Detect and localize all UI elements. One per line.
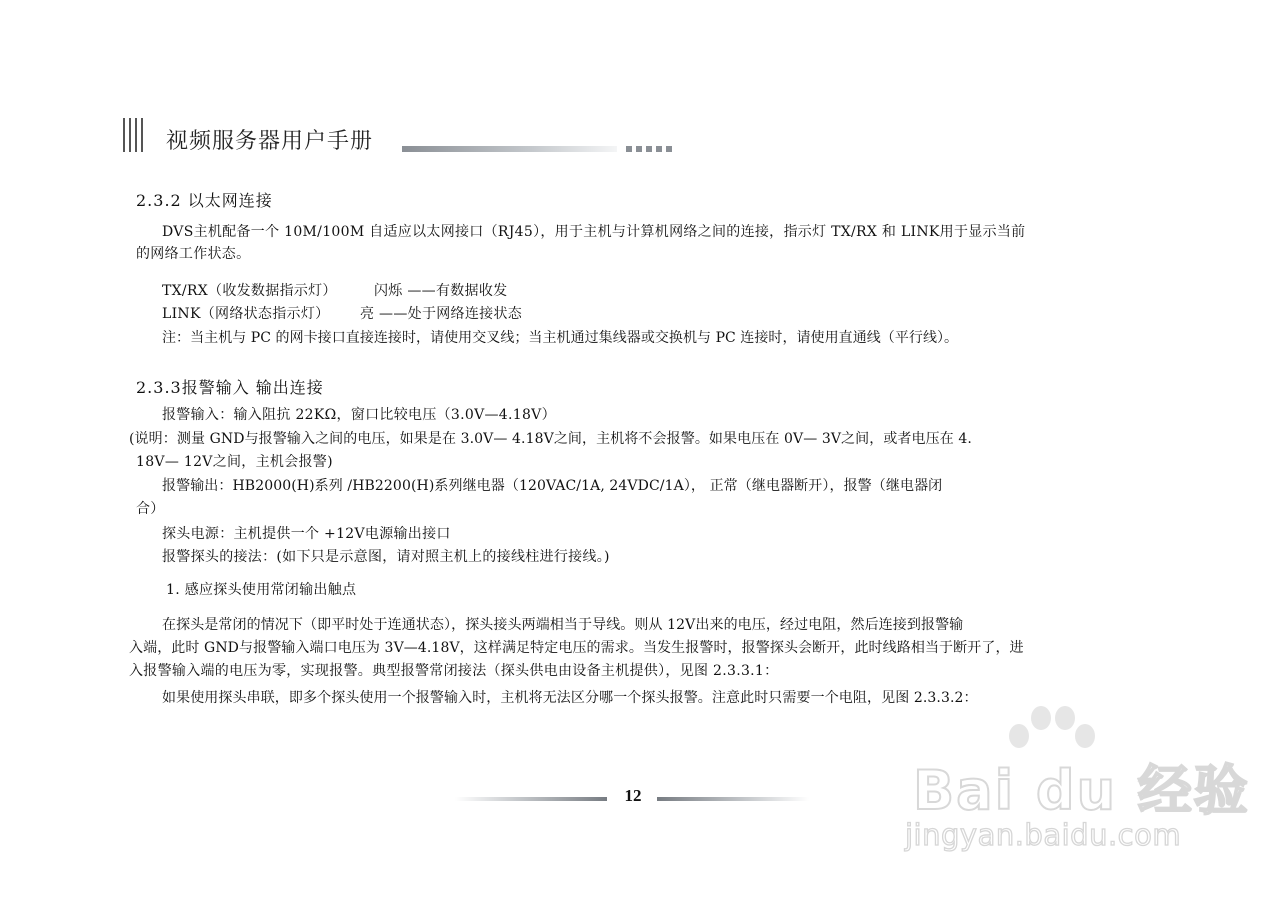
explain-line2: 18V— 12V之间，主机会报警)	[136, 454, 333, 470]
txrx-label: TX/RX（收发数据指示灯）	[162, 283, 337, 299]
probe-wiring: 报警探头的接法：(如下只是示意图，请对照主机上的接线柱进行接线。)	[162, 549, 610, 565]
page-number: 12	[624, 786, 642, 805]
section-232-intro-line1: DVS主机配备一个 10M/100M 自适应以太网接口（RJ45），用于主机与计算机网络之间的连接，指示灯 TX/RX 和 LINK用于显示当前	[162, 224, 1026, 240]
header-dots-decoration	[626, 146, 676, 152]
footer-rule-right	[657, 797, 809, 801]
link-label: LINK（网络状态指示灯）	[162, 306, 330, 322]
footer-rule-left	[455, 797, 607, 801]
alarm-output-line1: 报警输出：HB2000(H)系列 /HB2200(H)系列继电器（120VAC/1A, 24VDC/1A）， 正常（继电器断开），报警（继电器闭	[162, 478, 943, 494]
alarm-output-line2: 合）	[136, 501, 165, 517]
item1-title: 1. 感应探头使用常闭输出触点	[166, 582, 357, 598]
explain-line1: (说明：测量 GND与报警输入之间的电压，如果是在 3.0V— 4.18V之间，主机将不会报警。如果电压在 0V— 3V之间，或者电压在 4.	[129, 431, 972, 447]
link-desc: 亮 ——处于网络连接状态	[360, 306, 523, 322]
section-232-intro-line2: 的网络工作状态。	[136, 246, 251, 262]
alarm-input-spec: 报警输入：输入阻抗 22KΩ，窗口比较电压（3.0V—4.18V）	[162, 407, 556, 423]
para1-line3: 入报警输入端的电压为零，实现报警。典型报警常闭接法（探头供电由设备主机提供），见图 2.3.3.1：	[129, 663, 779, 679]
probe-power: 探头电源：主机提供一个 +12V电源输出接口	[162, 526, 451, 542]
header-bars-decoration	[123, 118, 147, 152]
header-rule	[402, 146, 617, 152]
section-233-heading: 2.3.3报警输入 输出连接	[136, 378, 324, 397]
watermark-url: jingyan.baidu.com	[905, 818, 1182, 852]
section-232-heading: 2.3.2 以太网连接	[136, 191, 273, 210]
txrx-desc: 闪烁 ——有数据收发	[374, 283, 508, 299]
watermark-logo: Bai du 经验	[913, 759, 1250, 822]
para1-line1: 在探头是常闭的情况下（即平时处于连通状态），探头接头两端相当于导线。则从 12V出来的电压，经过电阻，然后连接到报警输	[162, 617, 964, 633]
para1-line2: 入端，此时 GND与报警输入端口电压为 3V—4.18V，这样满足特定电压的需求。当发生报警时，报警探头会断开，此时线路相当于断开了，进	[129, 640, 1024, 656]
manual-title: 视频服务器用户手册	[166, 129, 374, 154]
baidu-watermark	[905, 706, 1250, 866]
section-232-note: 注：当主机与 PC 的网卡接口直接连接时，请使用交叉线；当主机通过集线器或交换机与 PC 连接时，请使用直通线（平行线）。	[162, 330, 959, 346]
para2-line1: 如果使用探头串联，即多个探头使用一个报警输入时，主机将无法区分哪一个探头报警。注意此时只需要一个电阻，见图 2.3.3.2：	[162, 690, 978, 706]
